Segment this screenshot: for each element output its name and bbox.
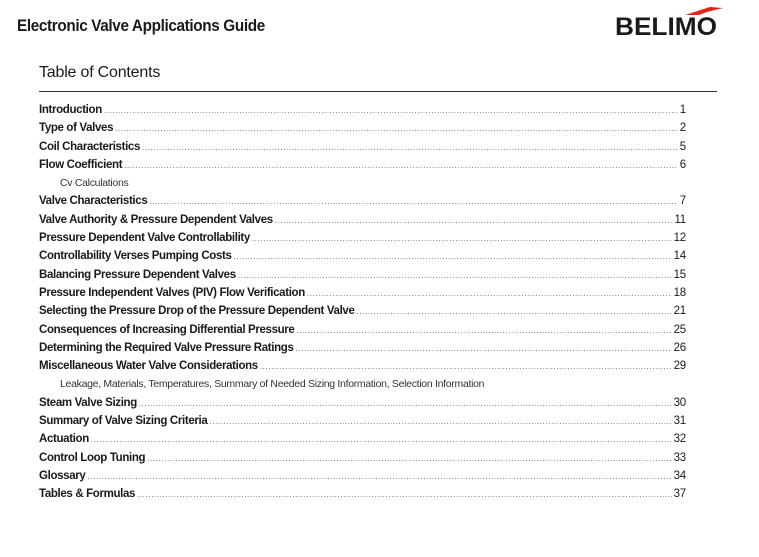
toc-page-number: 12 — [673, 232, 686, 245]
dot-leader — [91, 435, 672, 444]
toc-page-number: 34 — [673, 469, 686, 482]
dot-leader — [137, 490, 672, 499]
toc-subentry-text: Cv Calculations — [60, 177, 129, 190]
toc-page-number: 32 — [673, 433, 686, 446]
toc-page-number: 15 — [673, 268, 686, 281]
dot-leader — [296, 326, 671, 335]
toc-entry-control-loop-tuning[interactable] — [39, 452, 686, 470]
dot-leader — [115, 124, 678, 133]
toc-page-number: 2 — [679, 122, 686, 135]
dot-leader — [275, 216, 673, 225]
dot-leader — [124, 161, 678, 170]
toc-entry-label: Consequences of Increasing Differential Pressure — [39, 323, 295, 336]
toc-entry-consequences-differential-pressure[interactable] — [39, 324, 686, 342]
toc-page-number: 25 — [673, 323, 686, 336]
toc-page-number: 6 — [679, 158, 686, 171]
dot-leader — [252, 234, 672, 243]
toc-entry-label: Selecting the Pressure Drop of the Pressure Dependent Valve — [39, 305, 355, 318]
document-title: Electronic Valve Applications Guide — [17, 16, 265, 35]
toc-page-number: 26 — [673, 341, 686, 354]
toc-entry-actuation[interactable] — [39, 433, 686, 451]
toc-entry-label: Determining the Required Valve Pressure Ratings — [39, 341, 294, 354]
toc-page-number: 5 — [679, 140, 686, 153]
toc-entry-label: Flow Coefficient — [39, 158, 123, 171]
toc-entry-label: Pressure Dependent Valve Controllability — [39, 232, 250, 245]
dot-leader — [307, 289, 672, 298]
toc-entry-label: Steam Valve Sizing — [39, 396, 137, 409]
dot-leader — [87, 472, 671, 481]
toc-entry-selecting-pressure-drop[interactable] — [39, 305, 686, 323]
dot-leader — [139, 399, 672, 408]
dot-leader — [238, 271, 672, 280]
logo-wordmark: BELIMO — [615, 13, 717, 38]
toc-entry-glossary[interactable] — [39, 470, 686, 488]
toc-entry-label: Tables & Formulas — [39, 488, 136, 501]
dot-leader — [209, 417, 671, 426]
dot-leader — [147, 454, 671, 463]
dot-leader — [149, 197, 677, 206]
dot-leader — [357, 307, 672, 316]
toc-page-number: 11 — [674, 213, 686, 226]
toc-entry-label: Summary of Valve Sizing Criteria — [39, 415, 208, 428]
toc-subentry-misc-topics — [39, 378, 686, 396]
toc-entry-tables-formulas[interactable] — [39, 488, 686, 506]
toc-page-number: 14 — [673, 250, 686, 263]
toc-entry-controllability-pumping-costs[interactable] — [39, 250, 686, 268]
toc-entry-steam-valve-sizing[interactable] — [39, 397, 686, 415]
dot-leader — [142, 143, 678, 152]
toc-page-number: 1 — [679, 104, 686, 116]
toc-subentry-cv-calculations — [39, 177, 686, 195]
toc-page-number: 7 — [679, 195, 686, 208]
toc-entry-valve-characteristics[interactable] — [39, 195, 686, 213]
toc-heading: Table of Contents — [39, 64, 161, 81]
toc-entry-valve-authority[interactable] — [39, 214, 686, 232]
toc-entry-label: Type of Valves — [39, 122, 114, 135]
table-of-contents — [39, 104, 686, 507]
toc-page-number: 29 — [673, 360, 686, 373]
toc-entry-label: Introduction — [39, 104, 102, 116]
toc-entry-label: Balancing Pressure Dependent Valves — [39, 268, 236, 281]
toc-page-number: 33 — [673, 451, 686, 464]
heading-divider — [39, 91, 717, 92]
toc-entry-label: Valve Characteristics — [39, 195, 148, 208]
dot-leader — [104, 106, 678, 115]
toc-entry-piv-flow-verification[interactable] — [39, 287, 686, 305]
toc-entry-label: Coil Characteristics — [39, 140, 141, 153]
toc-entry-coil-characteristics[interactable] — [39, 141, 686, 159]
toc-entry-valve-pressure-ratings[interactable] — [39, 342, 686, 360]
dot-leader — [234, 252, 672, 261]
toc-entry-label: Controllability Verses Pumping Costs — [39, 250, 232, 263]
toc-entry-flow-coefficient[interactable] — [39, 159, 686, 177]
toc-entry-balancing-pd-valves[interactable] — [39, 269, 686, 287]
toc-page-number: 18 — [673, 286, 686, 299]
toc-subentry-text: Leakage, Materials, Temperatures, Summary of Needed Sizing Information, Selection Information — [60, 378, 485, 391]
toc-entry-pd-valve-controllability[interactable] — [39, 232, 686, 250]
toc-entry-label: Glossary — [39, 469, 86, 482]
toc-page-number: 31 — [673, 415, 686, 428]
toc-entry-misc-water-valve[interactable] — [39, 360, 686, 378]
toc-page-number: 30 — [673, 396, 686, 409]
toc-entry-label: Valve Authority & Pressure Dependent Valves — [39, 213, 273, 226]
toc-entry-label: Actuation — [39, 433, 89, 446]
dot-leader — [260, 362, 672, 371]
toc-entry-type-of-valves[interactable] — [39, 122, 686, 140]
dot-leader — [296, 344, 672, 353]
toc-entry-label: Pressure Independent Valves (PIV) Flow Verification — [39, 286, 305, 299]
toc-entry-summary-sizing-criteria[interactable] — [39, 415, 686, 433]
belimo-logo — [615, 6, 723, 38]
toc-page-number: 37 — [673, 488, 686, 501]
toc-entry-label: Miscellaneous Water Valve Considerations — [39, 360, 258, 373]
toc-entry-label: Control Loop Tuning — [39, 451, 146, 464]
toc-entry-introduction[interactable] — [39, 104, 686, 122]
toc-page-number: 21 — [673, 305, 686, 318]
